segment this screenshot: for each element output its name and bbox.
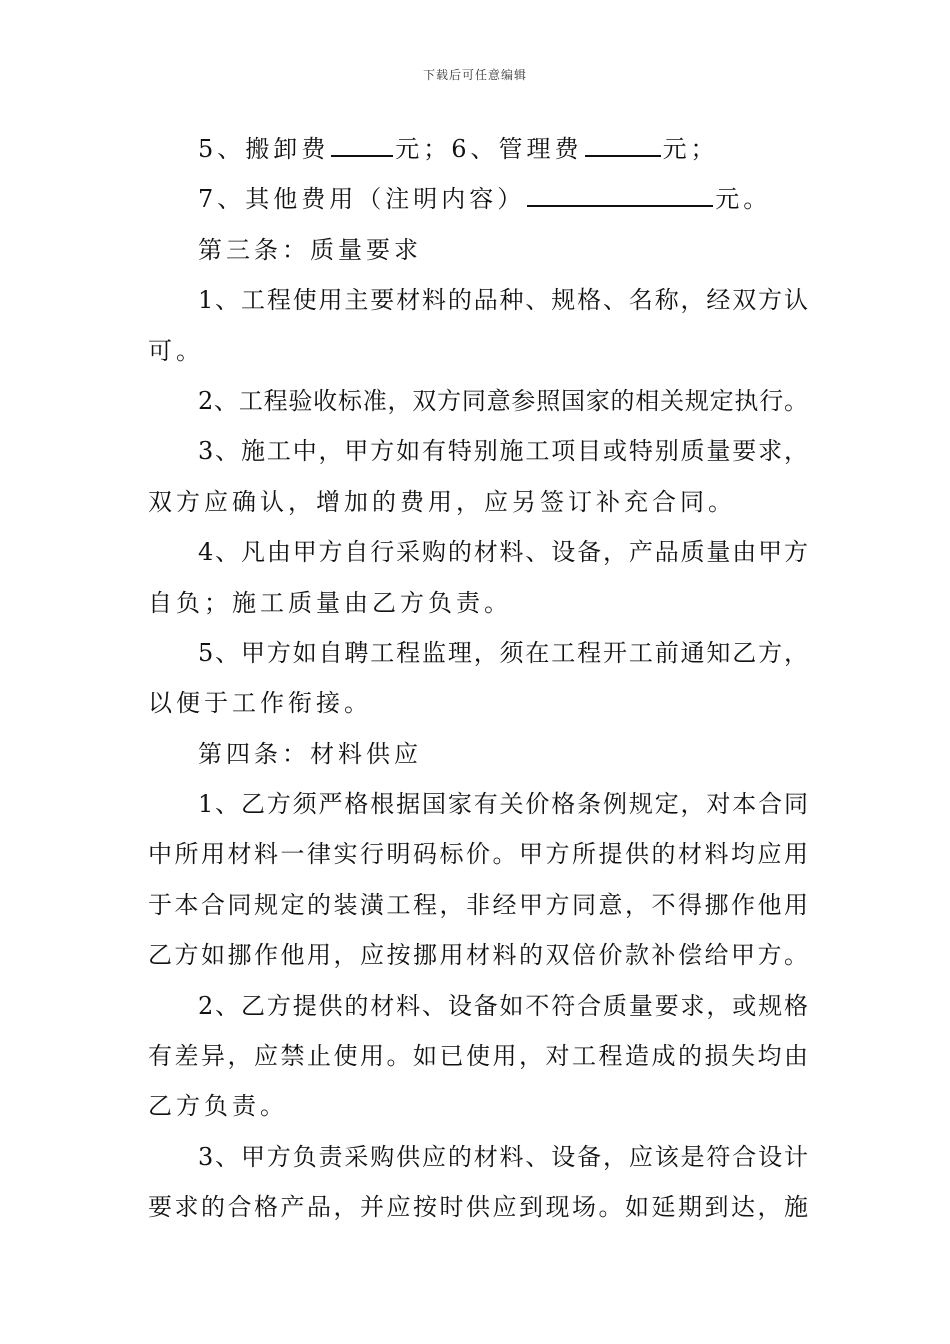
article-4-line: 1、乙方须严格根据国家有关价格条例规定，对本合同 [198, 790, 808, 819]
article-3-line: 双方应确认，增加的费用，应另签订补充合同。 [148, 487, 736, 516]
fee-item-7-label: 7、其他费用（注明内容） [198, 185, 526, 214]
page-header: 下载后可任意编辑 [422, 68, 527, 82]
article-4-line: 乙方如挪作他用，应按挪用材料的双倍价款补偿给甲方。 [148, 941, 808, 970]
document-body [148, 124, 808, 1233]
article-3-line: 以便于工作衔接。 [148, 689, 372, 718]
article-3-line: 1、工程使用主要材料的品种、规格、名称，经双方认 [198, 286, 808, 315]
article-4-line: 有差异，应禁止使用。如已使用，对工程造成的损失均由 [148, 1042, 808, 1071]
fee-item-5-unit: 元； [395, 135, 452, 163]
fee-line-7 [148, 174, 808, 224]
fee-item-6-blank [585, 137, 661, 157]
article-3-line: 5、甲方如自聘工程监理，须在工程开工前通知乙方， [198, 638, 808, 667]
article-4-line: 于本合同规定的装潢工程，非经甲方同意，不得挪作他用 [148, 890, 808, 919]
article-3-line: 4、凡由甲方自行采购的材料、设备，产品质量由甲方 [198, 538, 808, 567]
article-4-line: 中所用材料一律实行明码标价。甲方所提供的材料均应用 [148, 840, 808, 869]
article-4-line: 要求的合格产品，并应按时供应到现场。如延期到达，施 [148, 1193, 808, 1222]
article-3-line: 自负；施工质量由乙方负责。 [148, 588, 512, 617]
fee-line-5-6 [148, 124, 808, 174]
article-3-line: 3、施工中，甲方如有特别施工项目或特别质量要求， [198, 437, 808, 466]
fee-item-5-label: 5、搬卸费 [198, 135, 330, 163]
fee-item-7-unit: 元。 [715, 185, 772, 214]
fee-item-7-blank [527, 187, 713, 207]
article-3-line: 2、工程验收标准，双方同意参照国家的相关规定执行。 [198, 386, 808, 415]
fee-item-5-blank [331, 137, 393, 157]
article-4-line: 2、乙方提供的材料、设备如不符合质量要求，或规格 [198, 991, 808, 1020]
fee-item-6-unit: 元； [662, 135, 719, 163]
article-4-line: 乙方负责。 [148, 1092, 288, 1121]
fee-item-6-label: 6、管理费 [451, 135, 583, 163]
article-3-line: 可。 [148, 336, 204, 365]
article-3-heading: 第三条：质量要求 [198, 235, 422, 264]
article-4-heading: 第四条：材料供应 [198, 739, 422, 768]
article-4-line: 3、甲方负责采购供应的材料、设备，应该是符合设计 [198, 1142, 808, 1171]
